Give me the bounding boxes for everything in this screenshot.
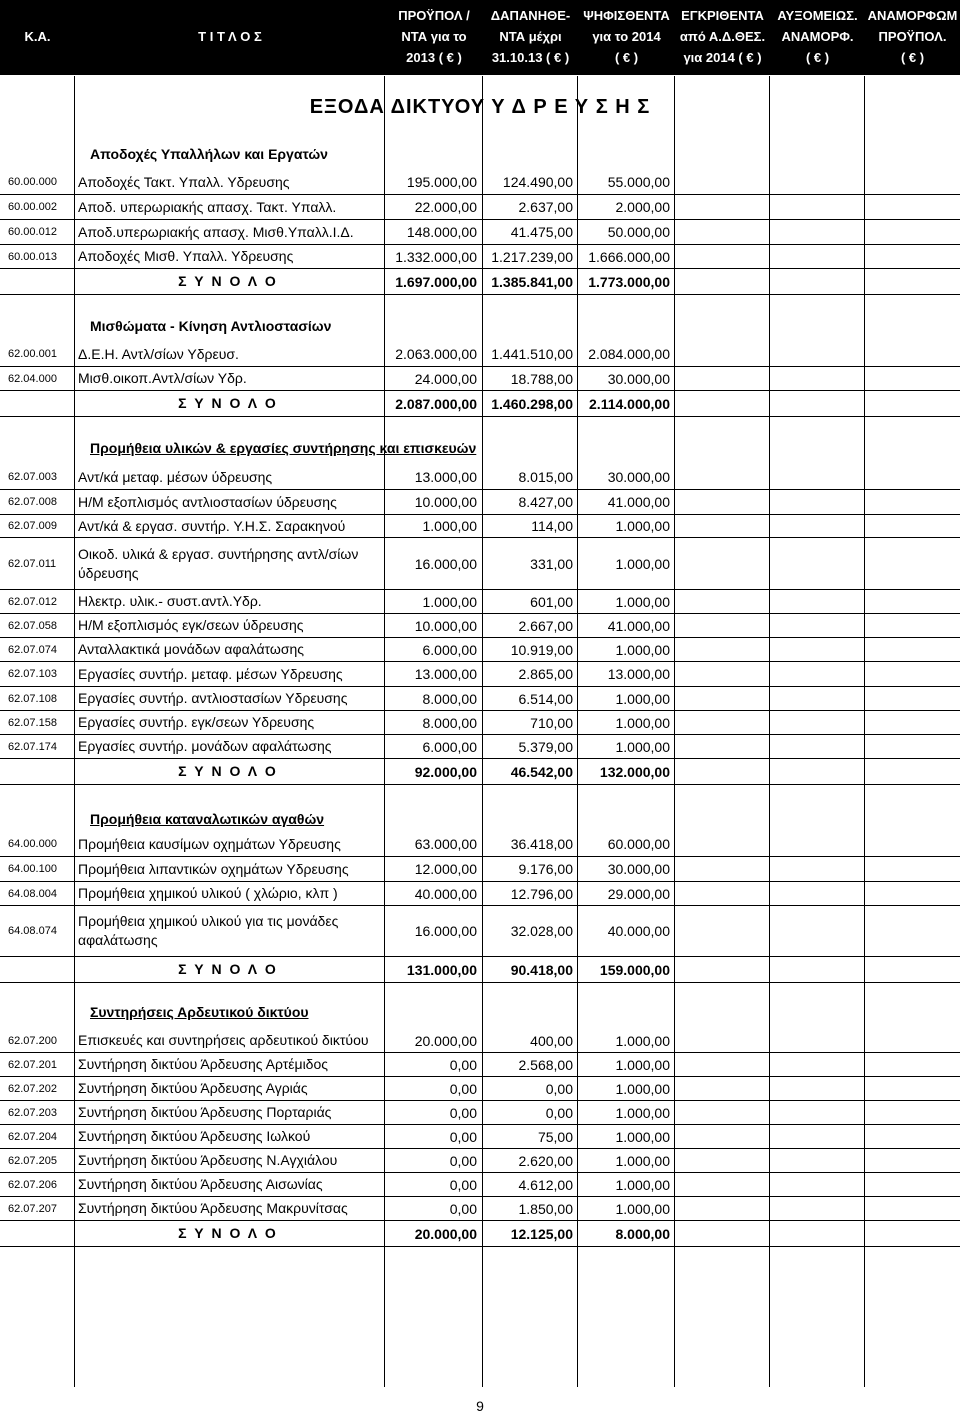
budget-2013-value: 8.000,00 bbox=[422, 690, 477, 707]
total-row bbox=[0, 391, 960, 417]
account-description: Μισθ.οικοπ.Αντλ/σίων Υδρ. bbox=[78, 370, 247, 386]
account-code: 64.08.004 bbox=[8, 887, 57, 900]
budget-2013-value: 0,00 bbox=[449, 1080, 477, 1097]
account-code: 62.07.003 bbox=[8, 471, 57, 483]
account-description: Εργασίες συντήρ. εγκ/σεων Υδρευσης bbox=[78, 714, 315, 730]
table-header bbox=[0, 0, 960, 75]
table-row bbox=[0, 220, 960, 245]
spent-value: 331,00 bbox=[530, 555, 573, 572]
table-row bbox=[0, 538, 960, 590]
account-code: 62.07.200 bbox=[8, 1034, 57, 1047]
spent-value: 2.865,00 bbox=[518, 666, 573, 682]
header-col-title: Τ Ι Τ Λ Ο Σ bbox=[198, 29, 262, 44]
total-label: Σ Υ Ν Ο Λ Ο bbox=[178, 395, 278, 411]
total-row bbox=[0, 269, 960, 295]
spent-value: 46.542,00 bbox=[510, 763, 573, 780]
spent-value: 0,00 bbox=[545, 1104, 573, 1121]
account-code: 62.07.103 bbox=[8, 668, 57, 680]
voted-2014-value: 1.000,00 bbox=[615, 738, 670, 755]
budget-2013-value: 6.000,00 bbox=[422, 641, 477, 658]
budget-2013-value: 13.000,00 bbox=[414, 666, 477, 682]
header-col-approved: ΕΓΚΡΙΘΕΝΤΑ από Α.Δ.ΘΕΣ. για 2014 ( € ) bbox=[679, 8, 766, 65]
table-row bbox=[0, 1101, 960, 1125]
account-description: Συντήρηση δικτύου Άρδευσης Ν.Αγχιάλου bbox=[78, 1152, 338, 1168]
table-row bbox=[0, 170, 960, 195]
voted-2014-value: 13.000,00 bbox=[607, 666, 670, 682]
account-code: 62.07.205 bbox=[8, 1154, 57, 1167]
voted-2014-value: 30.000,00 bbox=[607, 469, 670, 485]
page-title: ΕΞΟΔΑ ΔΙΚΤΥΟΥ Υ Δ Ρ Ε Υ Σ Η Σ bbox=[309, 96, 651, 118]
table-row bbox=[0, 687, 960, 711]
account-code bbox=[8, 957, 74, 982]
account-description: Συντήρηση δικτύου Άρδευσης Αισωνίας bbox=[78, 1176, 323, 1192]
table-row bbox=[0, 882, 960, 906]
account-code: 64.08.074 bbox=[8, 925, 57, 937]
section-heading: Συντηρήσεις Αρδευτικού δικτύου bbox=[90, 1004, 309, 1020]
spent-value: 2.620,00 bbox=[518, 1152, 573, 1169]
spent-value: 10.919,00 bbox=[510, 641, 573, 658]
total-row bbox=[0, 957, 960, 983]
spent-value: 90.418,00 bbox=[510, 961, 573, 978]
header-col-adjustment: ΑΥΞΟΜΕΙΩΣ. ΑΝΑΜΟΡΦ. ( € ) bbox=[777, 8, 858, 65]
budget-2013-value: 10.000,00 bbox=[414, 617, 477, 634]
spent-value: 1.385.841,00 bbox=[491, 273, 573, 290]
voted-2014-value: 41.000,00 bbox=[607, 617, 670, 634]
voted-2014-value: 50.000,00 bbox=[607, 224, 670, 240]
spent-value: 710,00 bbox=[530, 714, 573, 731]
spent-value: 1.441.510,00 bbox=[491, 346, 573, 362]
account-code: 62.07.201 bbox=[8, 1058, 57, 1071]
budget-2013-value: 16.000,00 bbox=[414, 923, 477, 939]
account-code: 62.07.206 bbox=[8, 1178, 57, 1191]
spent-value: 114,00 bbox=[531, 518, 573, 534]
spent-value: 2.568,00 bbox=[518, 1056, 573, 1073]
budget-2013-value: 0,00 bbox=[449, 1152, 477, 1169]
spent-value: 2.637,00 bbox=[518, 199, 573, 215]
account-description: Δ.Ε.Η. Αντλ/σίων Υδρευσ. bbox=[78, 345, 239, 362]
budget-2013-value: 1.332.000,00 bbox=[395, 248, 477, 265]
spent-value: 1.850,00 bbox=[518, 1200, 573, 1217]
account-code: 62.07.012 bbox=[8, 595, 57, 608]
budget-2013-value: 92.000,00 bbox=[414, 763, 477, 780]
account-description: Εργασίες συντήρ. αντλιοστασίων Υδρευσης bbox=[78, 690, 348, 706]
voted-2014-value: 1.000,00 bbox=[615, 641, 670, 658]
voted-2014-value: 30.000,00 bbox=[607, 370, 670, 387]
voted-2014-value: 1.000,00 bbox=[615, 690, 670, 707]
account-description: Η/Μ εξοπλισμός εγκ/σεων ύδρευσης bbox=[78, 617, 304, 633]
budget-2013-value: 1.000,00 bbox=[422, 593, 477, 610]
budget-2013-value: 20.000,00 bbox=[414, 1225, 477, 1242]
table-row bbox=[0, 857, 960, 882]
account-description: Αποδ. υπερωριακής απασχ. Τακτ. Υπαλλ. bbox=[78, 198, 337, 215]
account-description: Προμήθεια χημικού υλικού ( χλώριο, κλπ ) bbox=[78, 885, 338, 901]
account-code: 60.00.002 bbox=[8, 201, 57, 213]
spent-value: 75,00 bbox=[537, 1128, 573, 1145]
spent-value: 1.460.298,00 bbox=[491, 395, 573, 412]
account-description: Συντήρηση δικτύου Άρδευσης Αγριάς bbox=[78, 1080, 308, 1096]
table-row bbox=[0, 465, 960, 490]
total-label: Σ Υ Ν Ο Λ Ο bbox=[178, 1225, 278, 1241]
account-code: 62.07.008 bbox=[8, 496, 57, 508]
voted-2014-value: 1.000,00 bbox=[615, 1128, 670, 1145]
account-code: 60.00.012 bbox=[8, 226, 57, 238]
table-row bbox=[0, 1149, 960, 1173]
account-code bbox=[8, 1221, 74, 1246]
account-description: Συντήρηση δικτύου Άρδευσης Ιωλκού bbox=[78, 1128, 311, 1144]
section-heading: Προμήθεια καταναλωτικών αγαθών bbox=[90, 811, 325, 827]
spent-value: 9.176,00 bbox=[518, 861, 573, 877]
account-description: Η/Μ εξοπλισμός αντλιοστασίων ύδρευσης bbox=[78, 493, 337, 510]
budget-2013-value: 148.000,00 bbox=[406, 224, 477, 240]
budget-2013-value: 8.000,00 bbox=[422, 714, 477, 731]
page-number: 9 bbox=[476, 1398, 484, 1414]
total-label: Σ Υ Ν Ο Λ Ο bbox=[178, 961, 278, 977]
spent-value: 12.125,00 bbox=[510, 1225, 573, 1242]
voted-2014-value: 1.000,00 bbox=[615, 1152, 670, 1169]
account-code: 62.07.203 bbox=[8, 1106, 57, 1119]
voted-2014-value: 1.000,00 bbox=[615, 1032, 670, 1049]
spent-value: 8.015,00 bbox=[518, 469, 573, 485]
spent-value: 0,00 bbox=[545, 1080, 573, 1097]
voted-2014-value: 1.000,00 bbox=[615, 555, 670, 572]
account-code: 60.00.013 bbox=[8, 250, 57, 263]
voted-2014-value: 2.114.000,00 bbox=[589, 395, 670, 412]
voted-2014-value: 40.000,00 bbox=[607, 923, 670, 939]
account-description: Συντήρηση δικτύου Άρδευσης Αρτέμιδος bbox=[78, 1056, 329, 1072]
voted-2014-value: 2.000,00 bbox=[615, 199, 670, 215]
account-description: Αντ/κά & εργασ. συντήρ. Υ.Η.Σ. Σαρακηνού bbox=[78, 517, 346, 534]
voted-2014-value: 1.000,00 bbox=[615, 1104, 670, 1121]
table-row bbox=[0, 195, 960, 220]
spent-value: 400,00 bbox=[530, 1032, 573, 1049]
voted-2014-value: 41.000,00 bbox=[607, 494, 670, 510]
voted-2014-value: 1.000,00 bbox=[615, 1056, 670, 1073]
voted-2014-value: 2.084.000,00 bbox=[588, 346, 670, 362]
account-description: Προμήθεια καυσίμων οχημάτων Υδρευσης bbox=[78, 835, 341, 852]
table-row bbox=[0, 638, 960, 662]
account-description: Εργασίες συντήρ. μεταφ. μέσων Υδρευσης bbox=[78, 665, 343, 682]
budget-2013-value: 22.000,00 bbox=[414, 199, 477, 215]
spent-value: 601,00 bbox=[530, 593, 573, 610]
voted-2014-value: 55.000,00 bbox=[607, 174, 670, 190]
account-description: Αποδοχές Μισθ. Υπαλλ. Υδρευσης bbox=[78, 248, 294, 264]
table-row bbox=[0, 906, 960, 957]
voted-2014-value: 1.000,00 bbox=[615, 1200, 670, 1217]
voted-2014-value: 8.000,00 bbox=[615, 1225, 670, 1242]
header-col-voted-2014: ΨΗΦΙΣΘΕΝΤΑ για το 2014 ( € ) bbox=[583, 8, 670, 65]
voted-2014-value: 1.000,00 bbox=[615, 714, 670, 731]
table-row bbox=[0, 735, 960, 759]
voted-2014-value: 1.000,00 bbox=[615, 518, 670, 534]
section-heading: Μισθώματα - Κίνηση Αντλιοστασίων bbox=[90, 318, 332, 334]
account-description: Αποδ.υπερωριακής απασχ. Μισθ.Υπαλλ.Ι.Δ. bbox=[78, 223, 354, 240]
total-label: Σ Υ Ν Ο Λ Ο bbox=[178, 763, 278, 779]
account-code: 62.07.074 bbox=[8, 643, 57, 656]
budget-2013-value: 131.000,00 bbox=[406, 961, 477, 978]
section-heading: Αποδοχές Υπαλλήλων και Εργατών bbox=[90, 146, 328, 162]
spent-value: 1.217.239,00 bbox=[491, 248, 573, 265]
account-code: 60.00.000 bbox=[8, 176, 57, 188]
account-code: 62.07.207 bbox=[8, 1202, 57, 1215]
voted-2014-value: 159.000,00 bbox=[599, 961, 670, 978]
budget-2013-value: 0,00 bbox=[449, 1056, 477, 1073]
account-code bbox=[8, 759, 74, 784]
account-code bbox=[8, 269, 74, 294]
account-description: Συντήρηση δικτύου Άρδευσης Πορταριάς bbox=[78, 1104, 332, 1120]
account-description: Προμήθεια χημικού υλικού για τις μονάδες αφαλάτωσης bbox=[78, 913, 339, 948]
budget-2013-value: 2.087.000,00 bbox=[395, 395, 477, 412]
table-row bbox=[0, 1029, 960, 1053]
table-row bbox=[0, 614, 960, 638]
account-description: Ηλεκτρ. υλικ.- συστ.αντλ.Υδρ. bbox=[78, 593, 262, 609]
account-code bbox=[8, 391, 74, 416]
header-col-budget-2013: ΠΡΟΫΠΟΛ / ΝΤΑ για το 2013 ( € ) bbox=[398, 8, 470, 65]
header-col-revised: ΑΝΑΜΟΡΦΩΜ ΠΡΟΫΠΟΛ. ( € ) bbox=[867, 8, 958, 65]
budget-2013-value: 0,00 bbox=[449, 1128, 477, 1145]
budget-2013-value: 63.000,00 bbox=[414, 836, 477, 852]
budget-2013-value: 6.000,00 bbox=[422, 738, 477, 755]
voted-2014-value: 1.000,00 bbox=[615, 1080, 670, 1097]
total-row bbox=[0, 759, 960, 785]
spent-value: 41.475,00 bbox=[510, 224, 573, 240]
table-row bbox=[0, 515, 960, 538]
table-row bbox=[0, 1053, 960, 1077]
account-description: Επισκευές και συντηρήσεις αρδευτικού δικτύου bbox=[78, 1032, 369, 1048]
table-row bbox=[0, 590, 960, 614]
account-code: 62.07.108 bbox=[8, 692, 57, 705]
account-code: 62.00.001 bbox=[8, 348, 57, 360]
spent-value: 32.028,00 bbox=[510, 923, 573, 939]
table-row bbox=[0, 832, 960, 857]
account-code: 64.00.100 bbox=[8, 863, 57, 875]
total-label: Σ Υ Ν Ο Λ Ο bbox=[178, 273, 278, 289]
header-col-spent: ΔΑΠΑΝΗΘΕ- ΝΤΑ μέχρι 31.10.13 ( € ) bbox=[490, 8, 571, 65]
budget-2013-value: 40.000,00 bbox=[414, 885, 477, 902]
budget-2013-value: 0,00 bbox=[449, 1104, 477, 1121]
table-row bbox=[0, 490, 960, 515]
spent-value: 8.427,00 bbox=[518, 494, 573, 510]
budget-2013-value: 10.000,00 bbox=[414, 494, 477, 510]
table-row bbox=[0, 1197, 960, 1221]
table-row bbox=[0, 367, 960, 391]
budget-2013-value: 13.000,00 bbox=[414, 469, 477, 485]
voted-2014-value: 60.000,00 bbox=[607, 836, 670, 852]
total-row bbox=[0, 1221, 960, 1247]
account-code: 62.07.011 bbox=[8, 557, 57, 570]
spent-value: 124.490,00 bbox=[502, 174, 573, 190]
budget-2013-value: 195.000,00 bbox=[406, 174, 477, 190]
table-row bbox=[0, 342, 960, 367]
voted-2014-value: 30.000,00 bbox=[607, 861, 670, 877]
account-code: 62.07.174 bbox=[8, 740, 57, 753]
budget-2013-value: 20.000,00 bbox=[414, 1032, 477, 1049]
voted-2014-value: 29.000,00 bbox=[607, 885, 670, 902]
voted-2014-value: 132.000,00 bbox=[599, 763, 670, 780]
account-description: Αποδοχές Τακτ. Υπαλλ. Υδρευσης bbox=[78, 173, 290, 190]
account-code: 62.07.058 bbox=[8, 619, 57, 632]
voted-2014-value: 1.000,00 bbox=[615, 1176, 670, 1193]
spent-value: 18.788,00 bbox=[510, 370, 573, 387]
spent-value: 36.418,00 bbox=[510, 836, 573, 852]
account-code: 62.07.009 bbox=[8, 520, 57, 532]
account-code: 62.07.158 bbox=[8, 716, 57, 729]
table-row bbox=[0, 1173, 960, 1197]
budget-2013-value: 0,00 bbox=[449, 1176, 477, 1193]
budget-2013-value: 16.000,00 bbox=[414, 555, 477, 572]
spent-value: 2.667,00 bbox=[518, 617, 573, 634]
account-description: Προμήθεια λιπαντικών οχημάτων Υδρευσης bbox=[78, 860, 349, 877]
account-description: Αντ/κά μεταφ. μέσων ύδρευσης bbox=[78, 468, 273, 485]
account-description: Εργασίες συντήρ. μονάδων αφαλάτωσης bbox=[78, 738, 332, 754]
account-code: 62.07.202 bbox=[8, 1082, 57, 1095]
voted-2014-value: 1.666.000,00 bbox=[588, 248, 670, 265]
account-description: Οικοδ. υλικά & εργασ. συντήρησης αντλ/σίων ύδρευσης bbox=[78, 545, 359, 581]
spent-value: 6.514,00 bbox=[518, 690, 573, 707]
budget-2013-value: 2.063.000,00 bbox=[395, 346, 477, 362]
table-row bbox=[0, 1077, 960, 1101]
account-code: 62.04.000 bbox=[8, 372, 57, 385]
voted-2014-value: 1.773.000,00 bbox=[588, 273, 670, 290]
account-code: 62.07.204 bbox=[8, 1130, 57, 1143]
spent-value: 5.379,00 bbox=[518, 738, 573, 755]
account-code: 64.00.000 bbox=[8, 838, 57, 850]
budget-2013-value: 0,00 bbox=[449, 1200, 477, 1217]
spent-value: 12.796,00 bbox=[510, 885, 573, 902]
budget-2013-value: 1.000,00 bbox=[422, 518, 477, 534]
budget-2013-value: 1.697.000,00 bbox=[395, 273, 477, 290]
voted-2014-value: 1.000,00 bbox=[615, 593, 670, 610]
section-heading: Προμήθεια υλικών & εργασίες συντήρησης και επισκευών bbox=[90, 440, 477, 456]
table-row bbox=[0, 662, 960, 687]
header-col-code: Κ.Α. bbox=[24, 29, 51, 44]
account-description: Ανταλλακτικά μονάδων αφαλάτωσης bbox=[78, 641, 304, 657]
table-row bbox=[0, 711, 960, 735]
account-description: Συντήρηση δικτύου Άρδευσης Μακρυνίτσας bbox=[78, 1200, 348, 1216]
table-row bbox=[0, 1125, 960, 1149]
spent-value: 4.612,00 bbox=[518, 1176, 573, 1193]
table-row bbox=[0, 245, 960, 269]
budget-2013-value: 24.000,00 bbox=[414, 370, 477, 387]
budget-2013-value: 12.000,00 bbox=[414, 861, 477, 877]
